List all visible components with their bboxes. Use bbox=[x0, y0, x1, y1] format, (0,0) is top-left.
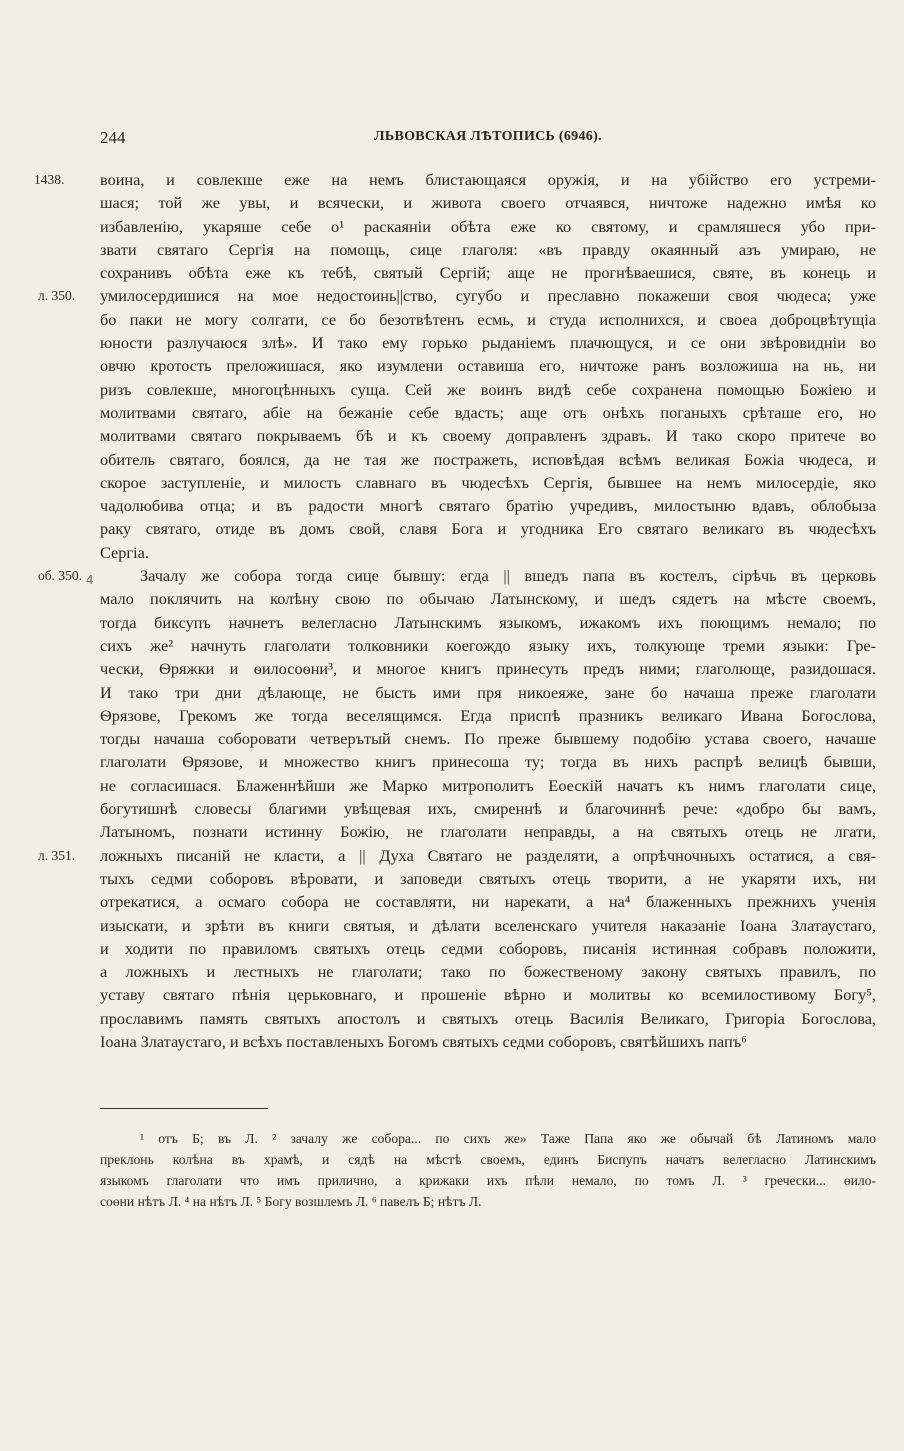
text-line bbox=[34, 168, 876, 191]
text-line bbox=[100, 541, 876, 564]
text-line bbox=[100, 983, 876, 1006]
text-line bbox=[100, 750, 876, 773]
line-text: обитель святаго, боялся, да не тая же постражеть, исповѣдая всѣмъ великая Божіа чюдеса, и bbox=[100, 449, 876, 469]
line-text: ризъ совлекше, многоцѣнныхъ суща. Сей же воинъ видѣ себе сохранена помощью Божіею и bbox=[100, 379, 876, 399]
main-text bbox=[34, 168, 876, 1053]
line-text: прославимъ память святыхъ апостолъ и святыхъ отець Василія Великаго, Григоріа Богослова, bbox=[100, 1008, 876, 1028]
page-header bbox=[100, 128, 876, 152]
line-text: мало поклячить на колѣну свою по обычаю Латынскому, и шедъ сядетъ на мѣсте своемъ, bbox=[100, 589, 876, 609]
line-text: ложныхъ писаній не класти, а || Духа Святаго не разделяти, а опрѣчночныхъ остатися, а свя- bbox=[100, 845, 876, 865]
line-text: уставу святаго пѣнія церьковнаго, и прошеніе вѣрно и молитвы ко всемилостивому Богу⁵, bbox=[100, 985, 876, 1005]
footnote-line: ¹ отъ Б; въ Л. ² зачалу же собора... по сихъ же» Таже Папа яко же обычай бѣ Латиномъ мало bbox=[140, 1131, 876, 1146]
text-line bbox=[100, 238, 876, 261]
text-line bbox=[100, 634, 876, 657]
line-text: молитвами святаго покрываемъ бѣ и къ своему доправленъ здравъ. И тако скоро притече во bbox=[100, 426, 876, 446]
text-line bbox=[100, 727, 876, 750]
line-text: сохранивъ обѣта еже къ тебѣ, святый Сергій; аще не прогнѣваешися, святе, въ конець и bbox=[100, 263, 876, 283]
text-line bbox=[38, 844, 876, 867]
line-text: раку святаго, отиде въ домъ свой, славя Бога и угодника Его святаго великаго въ чюдесѣхъ bbox=[100, 519, 876, 539]
text-line bbox=[100, 471, 876, 494]
text-line bbox=[100, 378, 876, 401]
text-line bbox=[100, 354, 876, 377]
line-text: изыскати, и зрѣти въ книги святыя, и дѣлати вселенскаго учителя наказаніе Іоана Златаустаго, bbox=[100, 915, 876, 935]
text-line bbox=[100, 261, 876, 284]
line-text: юности разлучаюся злѣ». И тако ему горько рыданіемъ плачющуся, и се они звѣровидніи во bbox=[100, 333, 876, 353]
text-line bbox=[100, 657, 876, 680]
text-line bbox=[100, 774, 876, 797]
text-line bbox=[100, 681, 876, 704]
line-text: умилосердишися на мое недостоинь||ство, сугубо и преславно покажеши своя чюдеса; уже bbox=[100, 286, 876, 306]
text-line bbox=[100, 191, 876, 214]
line-text: чески, Ѳряжки и ѳилосоѳни³, и многое книгъ принесуть предъ ними; глаголюще, разидошася. bbox=[100, 659, 876, 679]
line-text: И тако три дни дѣлающе, не бысть ими пря никоеяже, зане бо начаша преже глаголати bbox=[100, 682, 876, 702]
line-text: скорое заступленіе, и милость славнаго въ чюдесѣхъ Сергія, бывшее на немъ милосердіе, яко bbox=[100, 472, 876, 492]
line-text: и ходити по правиломъ святыхъ отець седми соборовъ, писанія истинная собравъ положити, bbox=[100, 938, 876, 958]
line-text: овчю кротость преложишася, яко изумлени оставиша его, ничтоже ранъ возложиша на нь, ни bbox=[100, 356, 876, 376]
line-text: а ложныхъ и лестныхъ не глаголати; тако по божественому закону святыхъ правилъ, по bbox=[100, 962, 876, 982]
text-line bbox=[100, 494, 876, 517]
text-line bbox=[100, 890, 876, 913]
line-text: Ѳрязове, Грекомъ же тогда веселящимся. Егда приспѣ празникъ великаго Ивана Богослова, bbox=[100, 705, 876, 725]
text-line bbox=[100, 424, 876, 447]
line-text: шася; той же увы, и всячески, и живота своего отчаявся, ничтоже надежно имѣя ко bbox=[100, 193, 876, 213]
margin-folio-note: об. 350. bbox=[38, 568, 82, 584]
text-line bbox=[100, 401, 876, 424]
page-number: 244 bbox=[100, 128, 126, 147]
line-text: тыхъ седми соборовъ вѣровати, и заповеди святыхъ отець творити, а не укаряти ихъ, ни bbox=[100, 868, 876, 888]
line-text: отрекатися, а осмаго собора не составляти, ни нарекати, а на⁴ блаженныхъ прежнихъ ученія bbox=[100, 892, 876, 912]
text-line bbox=[100, 448, 876, 471]
text-line bbox=[100, 215, 876, 238]
line-text: Сергіа. bbox=[100, 542, 149, 562]
line-text: сихъ же² начнуть глаголати толковники коегождо языку ихъ, толкующе треми языки: Гре- bbox=[100, 635, 876, 655]
line-text: Іоана Златаустаго, и всѣхъ поставленыхъ Богомъ святыхъ седми соборовъ, святѣйшихъ папъ⁶ bbox=[100, 1031, 747, 1051]
footnote-divider bbox=[100, 1108, 268, 1109]
text-line bbox=[100, 797, 876, 820]
margin-folio-note: л. 350. bbox=[38, 288, 76, 304]
text-line bbox=[100, 704, 876, 727]
text-line bbox=[100, 937, 876, 960]
text-line bbox=[100, 1030, 876, 1053]
pencil-mark: 4 bbox=[86, 573, 94, 587]
line-text: тогда биксупъ начнетъ велегласно Латынскимъ языкомъ, ижакомъ ихъ поющимъ немало; по bbox=[100, 612, 876, 632]
line-text: воина, и совлекше еже на немъ блистающаяся оружія, и на убійство его устреми- bbox=[100, 170, 876, 189]
text-line bbox=[100, 867, 876, 890]
footnote-line: преклонь колѣна въ храмѣ, и сядѣ на мѣстѣ своемъ, единъ Биспупъ начатъ велегласно Латинскимъ bbox=[100, 1152, 876, 1167]
footnote-line: языкомъ глаголати что имъ прилично, а крижаки ихъ пѣли немало, по томъ Л. ³ гречески... ѳило- bbox=[100, 1173, 876, 1188]
line-text: богутишнѣ словесы благими увѣщевая ихъ, смиреннѣ и благочиннѣ рече: «добро бы вамъ, bbox=[100, 799, 876, 819]
line-text: чадолюбива отца; и въ радости многѣ святаго братію учредивъ, милостыню вдавъ, облобыза bbox=[100, 496, 876, 516]
line-text: Латыномъ, познати истинну Божію, не глаголати неправды, а на святыхъ отець не лгати, bbox=[100, 822, 876, 842]
text-line bbox=[100, 820, 876, 843]
text-line bbox=[100, 1007, 876, 1030]
margin-folio-note: л. 351. bbox=[38, 847, 76, 863]
line-text: не согласишася. Блаженнѣйши же Марко митрополитъ Еоескій начатъ къ нимъ глаголати сице, bbox=[100, 775, 876, 795]
text-line bbox=[100, 517, 876, 540]
line-text: глаголати Ѳрязове, и множество книгъ принесоша ту; тогда въ нихъ распрѣ велицѣ бывши, bbox=[100, 752, 876, 772]
margin-folio-note: 1438. bbox=[34, 172, 65, 187]
text-line bbox=[100, 914, 876, 937]
line-text: тогды начаша соборовати четверътый снемъ. По преже бывшему подобію устава своего, начаше bbox=[100, 729, 876, 749]
line-text: избавленію, укаряше себе о¹ раскаяніи обѣта еже ко святому, и срамляшеся убо при- bbox=[100, 216, 876, 236]
footnotes bbox=[100, 1128, 876, 1212]
text-line bbox=[38, 564, 876, 587]
text-line bbox=[100, 960, 876, 983]
line-text: молитвами святаго, абіе на бежаніе себе вдасть; аще отъ онѣхъ поганыхъ срѣташе его, но bbox=[100, 402, 876, 422]
text-line bbox=[100, 308, 876, 331]
running-title: ЛЬВОВСКАЯ ЛѢТОПИСЬ (6946). bbox=[374, 129, 602, 144]
footnote-line: соѳни нѣтъ Л. ⁴ на нѣтъ Л. ⁵ Богу возшлемъ Л. ⁶ павелъ Б; нѣтъ Л. bbox=[100, 1194, 482, 1209]
text-line bbox=[100, 331, 876, 354]
text-line bbox=[100, 587, 876, 610]
text-line bbox=[100, 611, 876, 634]
line-text: бо паки не могу солгати, се бо безотвѣтенъ есмь, и студа исполнихся, и своеа доброцвѣтущіа bbox=[100, 309, 876, 329]
line-text: Зачалу же собора тогда сице бывшу: егда || вшедъ папа въ костелъ, сірѣчь въ церковь bbox=[140, 566, 876, 586]
text-line bbox=[38, 284, 876, 307]
line-text: звати святаго Сергія на помощь, сице глаголя: «въ правду окаянный азъ умираю, не bbox=[100, 239, 876, 259]
